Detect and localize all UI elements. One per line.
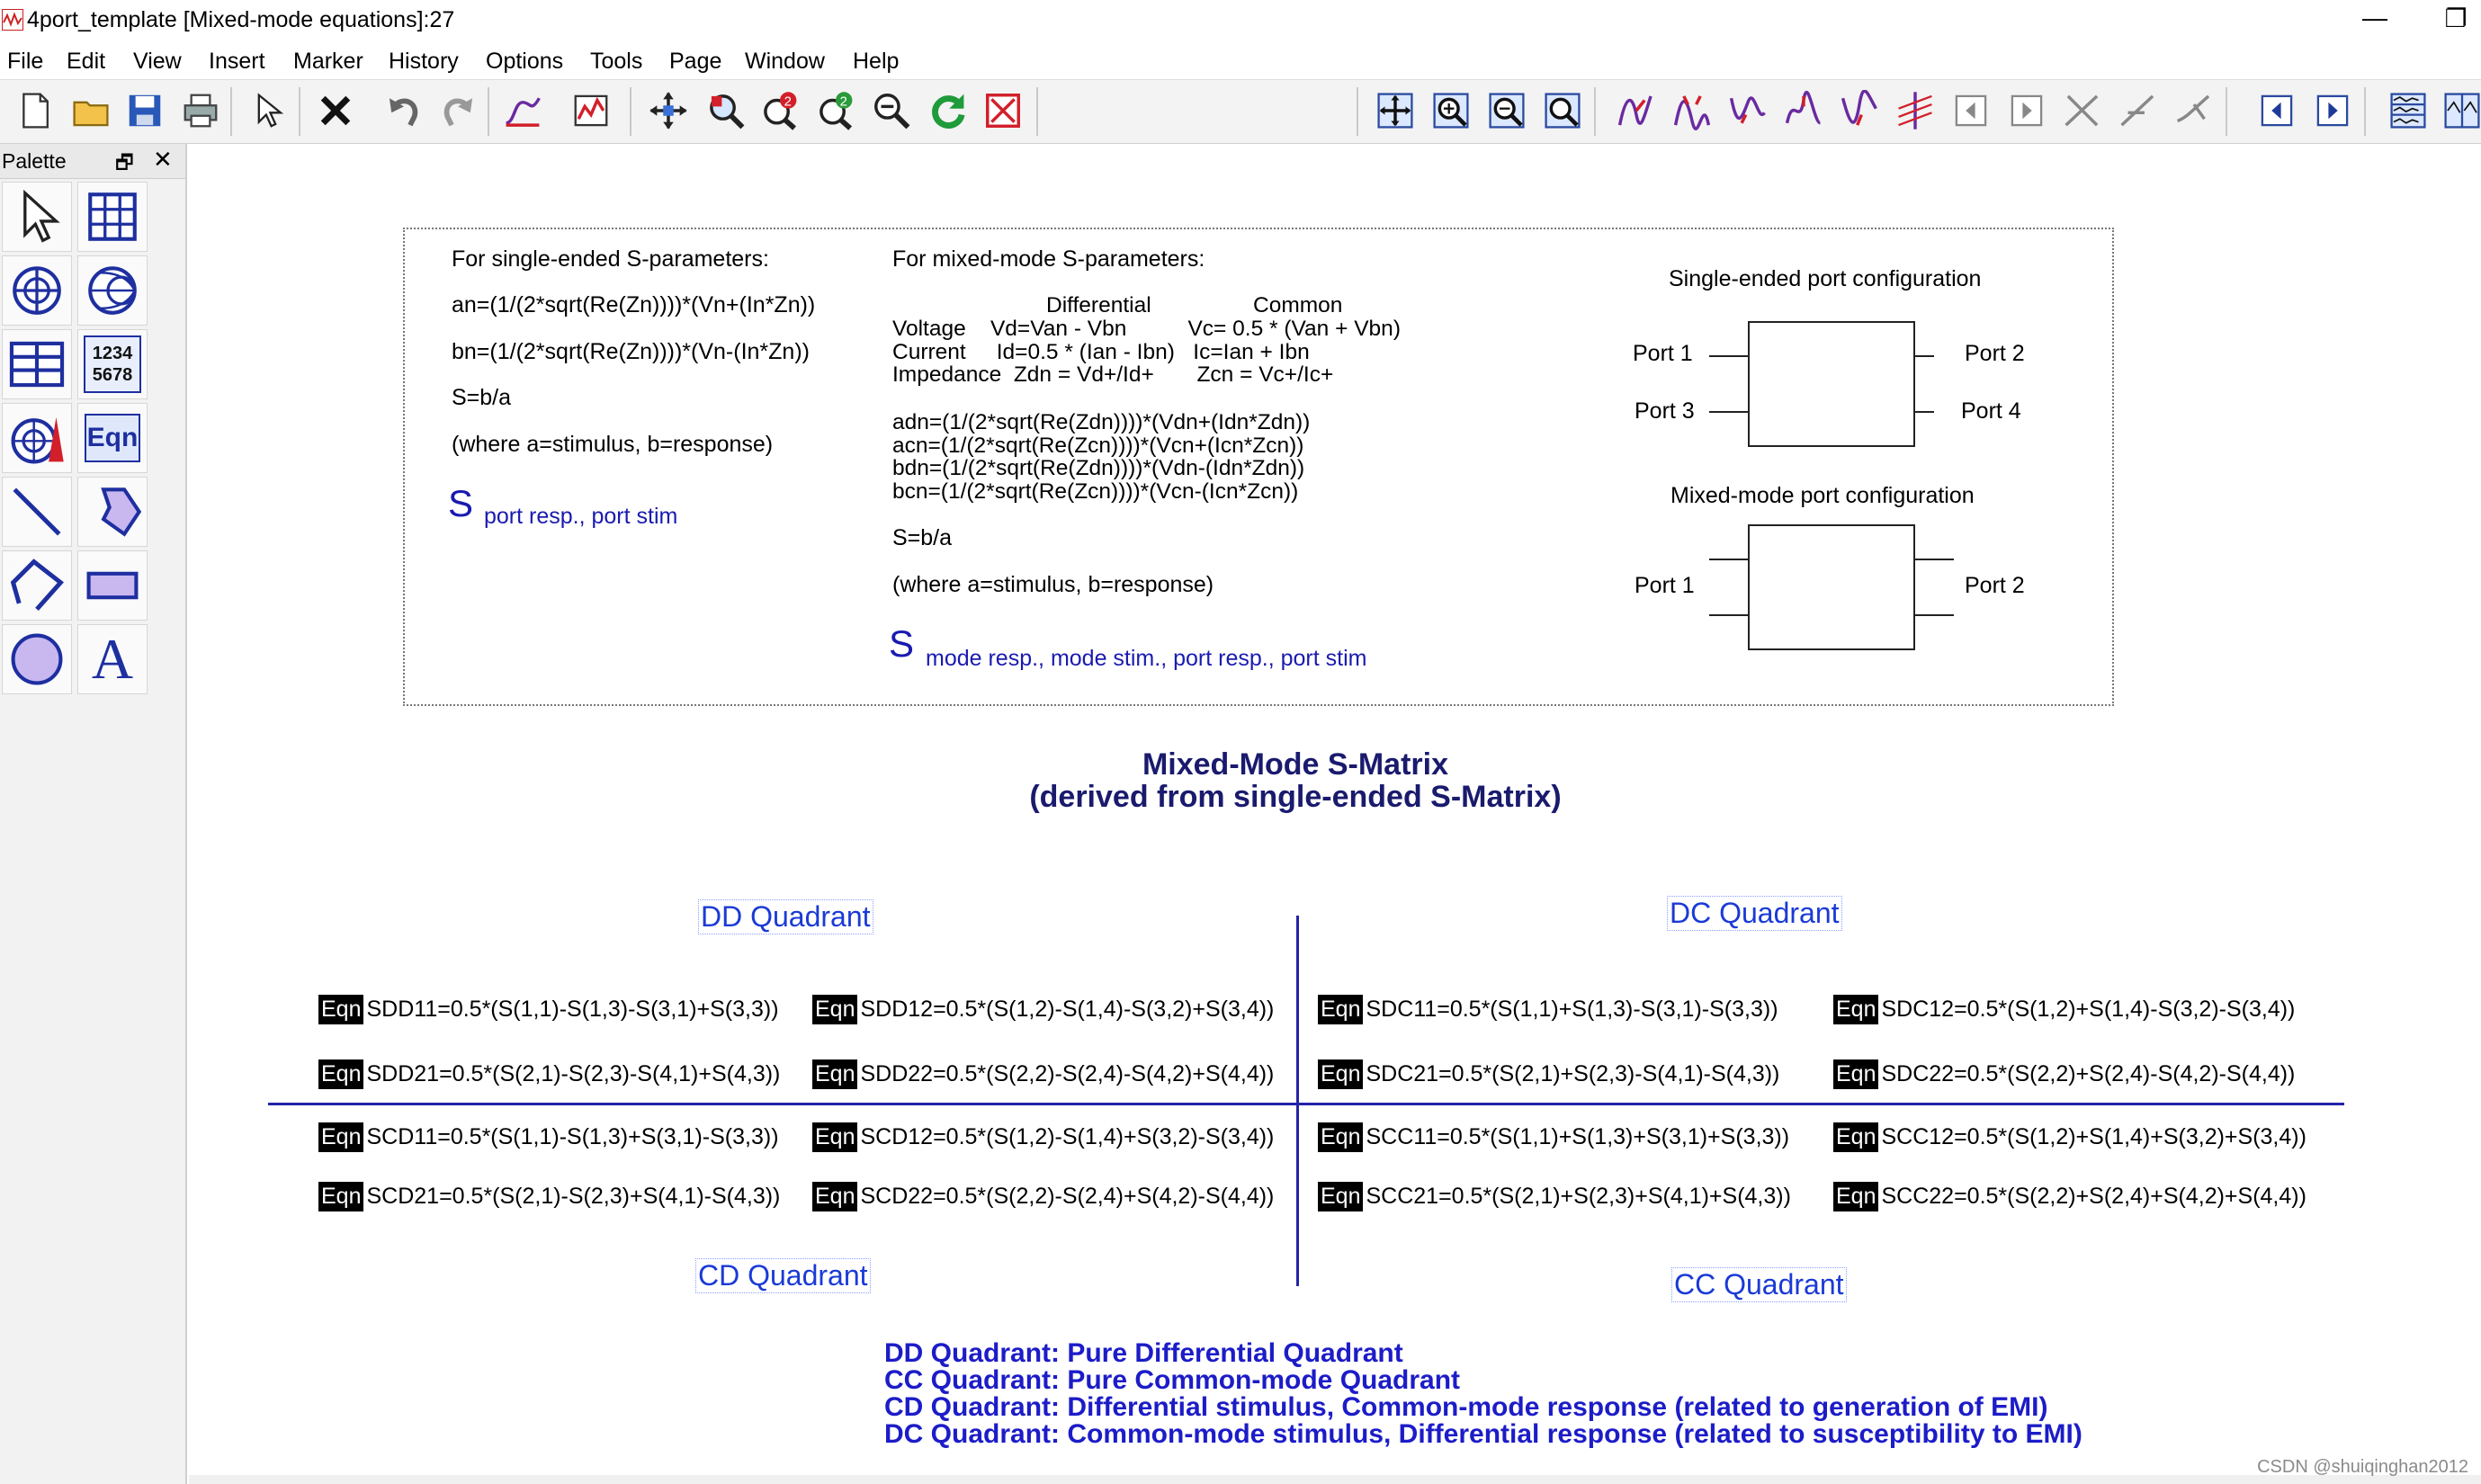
eqn-scd22[interactable]: [812, 1182, 1274, 1211]
eqn-text: SDD11=0.5*(S(1,1)-S(1,3)-S(3,1)+S(3,3)): [366, 997, 779, 1022]
menu-insert[interactable]: Insert: [209, 49, 265, 74]
mm-where-note: (where a=stimulus, b=response): [892, 572, 1214, 597]
app-icon: [2, 9, 23, 31]
table-digits-top: 1234: [92, 344, 133, 363]
eqn-text: SDD22=0.5*(S(2,2)-S(2,4)-S(4,2)+S(4,4)): [860, 1061, 1275, 1086]
ellipse-tool-icon[interactable]: [2, 624, 72, 694]
data-table-icon[interactable]: [77, 329, 148, 399]
marker-max-icon[interactable]: [1670, 87, 1715, 134]
pointer-tool-icon[interactable]: [2, 182, 72, 252]
svg-text:2: 2: [784, 94, 792, 110]
marker-tangent-icon[interactable]: [2172, 87, 2217, 134]
eqn-text: SDC12=0.5*(S(1,2)+S(1,4)-S(3,2)-S(3,4)): [1881, 997, 2296, 1022]
marker-peak-icon[interactable]: [1781, 87, 1826, 134]
undo-icon[interactable]: [381, 87, 426, 134]
menu-bar: [0, 45, 2481, 77]
eqn-sdc22[interactable]: [1833, 1059, 2295, 1089]
mm-s-subscript: mode resp., mode stim., port resp., port stim: [926, 646, 1367, 671]
mm-port-diagram: [1700, 518, 1970, 662]
eqn-tag: Eqn: [812, 995, 857, 1024]
tile-plots-icon[interactable]: [2440, 87, 2481, 134]
zoom-in-icon[interactable]: [757, 87, 802, 134]
restore-button[interactable]: ❐: [2444, 4, 2468, 32]
horizontal-scrollbar[interactable]: [189, 1475, 2481, 1484]
mm-definitions-table: Voltage Vd=Van - Vbn Vc= 0.5 * (Van + Vbn) Current Id=0.5 * (Ian - Ibn) Ic=Ian + Ibn Impedance Zdn = Vd+/Id+ Zcn = Vc+/Ic+: [892, 317, 1401, 387]
menu-help[interactable]: Help: [853, 49, 900, 74]
zoom-out-icon[interactable]: [813, 87, 858, 134]
eqn-scc22[interactable]: [1833, 1182, 2306, 1211]
se-port3-label: Port 3: [1635, 398, 1695, 424]
eqn-text: SCD21=0.5*(S(2,1)-S(2,3)+S(4,1)-S(4,3)): [366, 1184, 781, 1209]
zoom-box-icon[interactable]: [703, 87, 748, 134]
mm-heading: For mixed-mode S-parameters:: [892, 246, 1205, 272]
eqn-scd21[interactable]: [318, 1182, 780, 1211]
mm-differential-header: Differential: [1046, 293, 1151, 317]
minimize-button[interactable]: —: [2362, 4, 2387, 31]
polygon-tool-icon[interactable]: [77, 477, 148, 547]
eqn-text: SDC11=0.5*(S(1,1)+S(1,3)-S(3,1)-S(3,3)): [1366, 997, 1778, 1022]
marker-prev-icon[interactable]: [1948, 87, 1993, 134]
stack-plots-icon[interactable]: [2386, 87, 2431, 134]
eqn-tag: Eqn: [1833, 1059, 1878, 1089]
se-bn-equation: bn=(1/(2*sqrt(Re(Zn))))*(Vn-(In*Zn)): [452, 339, 810, 364]
eqn-tag: Eqn: [318, 995, 363, 1024]
eqn-tag: Eqn: [1833, 995, 1878, 1024]
quadrant-legend: DD Quadrant: Pure Differential Quadrant CC Quadrant: Pure Common-mode Quadrant CD Quadrant: Differential stimulus, Common-mode response (related to generation of EMI) DC Quadrant: Common-mode stimulus, Differential response (related to susceptibility to EMI): [884, 1338, 2082, 1449]
matrix-title-line2: (derived from single-ended S-Matrix): [1029, 780, 1562, 814]
mm-port2-label: Port 2: [1965, 573, 2025, 598]
vertical-divider: [1296, 916, 1299, 1286]
marker-line-icon[interactable]: [2060, 87, 2105, 134]
eqn-sdd21[interactable]: [318, 1059, 780, 1089]
print-icon[interactable]: [178, 87, 223, 134]
zoom-out-plot-icon[interactable]: [1484, 87, 1529, 134]
eqn-tag: Eqn: [318, 1182, 363, 1211]
eqn-tag: Eqn: [1833, 1122, 1878, 1152]
title-bar: [0, 0, 2481, 45]
se-port-diagram: [1700, 315, 1934, 459]
horizontal-divider: [268, 1103, 2344, 1105]
se-s-subscript: port resp., port stim: [484, 504, 678, 529]
smith-chart-icon[interactable]: [77, 255, 148, 326]
menu-file[interactable]: File: [7, 49, 44, 74]
cd-quadrant-label[interactable]: CD Quadrant: [695, 1258, 871, 1293]
eqn-text: SDC21=0.5*(S(2,1)+S(2,3)-S(4,1)-S(4,3)): [1366, 1061, 1780, 1086]
zoom-icon[interactable]: [869, 87, 914, 134]
move-icon[interactable]: [646, 87, 691, 134]
text-tool[interactable]: [77, 624, 148, 694]
mm-s-symbol: S: [889, 622, 915, 665]
mm-port1-label: Port 1: [1635, 573, 1695, 598]
zoom-plot-icon[interactable]: [1540, 87, 1585, 134]
polar-plot-icon[interactable]: [2, 255, 72, 326]
marker-delta-icon[interactable]: [1893, 87, 1938, 134]
insert-plot-icon[interactable]: [569, 87, 614, 134]
eqn-scd11[interactable]: [318, 1122, 779, 1152]
se-heading: For single-ended S-parameters:: [452, 246, 769, 272]
se-an-equation: an=(1/(2*sqrt(Re(Zn))))*(Vn+(In*Zn)): [452, 292, 816, 317]
zoom-in-plot-icon[interactable]: [1429, 87, 1473, 134]
refresh-icon[interactable]: [925, 87, 970, 134]
matrix-title: [936, 748, 1655, 813]
eqn-sdd22[interactable]: [812, 1059, 1274, 1089]
open-folder-icon[interactable]: [68, 87, 113, 134]
text-tool-icon: A: [91, 627, 134, 691]
se-s-equation: S=b/a: [452, 385, 512, 410]
select-pointer-icon[interactable]: [245, 87, 290, 134]
menu-tools[interactable]: Tools: [590, 49, 643, 74]
redo-icon[interactable]: [435, 87, 480, 134]
toolbar: [0, 79, 2481, 144]
menu-options[interactable]: Options: [486, 49, 564, 74]
mm-common-header: Common: [1253, 293, 1343, 317]
marker-slope-icon[interactable]: [2116, 87, 2161, 134]
menu-edit[interactable]: Edit: [67, 49, 106, 74]
eqn-text: SCD12=0.5*(S(1,2)-S(1,4)+S(3,2)-S(3,4)): [860, 1124, 1275, 1149]
eqn-text: SCC21=0.5*(S(2,1)+S(2,3)+S(4,1)+S(4,3)): [1366, 1184, 1791, 1209]
delete-icon[interactable]: [313, 87, 358, 134]
eqn-sdd12[interactable]: [812, 995, 1274, 1024]
close-icon[interactable]: ✕: [153, 146, 173, 173]
eqn-text: SCC22=0.5*(S(2,2)+S(2,4)+S(4,2)+S(4,4)): [1881, 1184, 2306, 1209]
eqn-sdc12[interactable]: [1833, 995, 2295, 1024]
page-next-icon[interactable]: [2310, 87, 2355, 134]
eqn-tag: Eqn: [1318, 1059, 1363, 1089]
cc-quadrant-label[interactable]: CC Quadrant: [1671, 1267, 1847, 1302]
menu-view[interactable]: View: [133, 49, 182, 74]
menu-history[interactable]: History: [389, 49, 459, 74]
eqn-text: SDD12=0.5*(S(1,2)-S(1,4)-S(3,2)+S(3,4)): [860, 997, 1275, 1022]
window-title: 4port_template [Mixed-mode equations]:27: [27, 7, 455, 32]
eqn-sdd11[interactable]: [318, 995, 779, 1024]
polyline-tool-icon[interactable]: [2, 550, 72, 621]
stop-icon[interactable]: [981, 87, 1026, 134]
eqn-tag: Eqn: [1318, 1182, 1363, 1211]
mm-s-equation: S=b/a: [892, 525, 953, 550]
eqn-tag: Eqn: [812, 1182, 857, 1211]
menu-page[interactable]: Page: [669, 49, 722, 74]
antenna-plot-icon[interactable]: [2, 403, 72, 473]
eqn-tag: Eqn: [812, 1059, 857, 1089]
menu-window[interactable]: Window: [745, 49, 825, 74]
svg-text:2: 2: [839, 94, 847, 110]
eqn-tag: Eqn: [1833, 1182, 1878, 1211]
se-config-title: Single-ended port configuration: [1669, 266, 1982, 291]
insert-trace-icon[interactable]: [500, 87, 545, 134]
eqn-text: SCD11=0.5*(S(1,1)-S(1,3)+S(3,1)-S(3,3)): [366, 1124, 779, 1149]
se-port2-label: Port 2: [1965, 341, 2025, 366]
line-tool-icon[interactable]: [2, 477, 72, 547]
equation-tool[interactable]: [77, 403, 148, 473]
page-prev-icon[interactable]: [2254, 87, 2299, 134]
eqn-scd12[interactable]: [812, 1122, 1274, 1152]
list-table-icon[interactable]: [2, 329, 72, 399]
matrix-title-line1: Mixed-Mode S-Matrix: [1142, 747, 1449, 782]
rectangular-plot-icon[interactable]: [77, 182, 148, 252]
eqn-text: SDD21=0.5*(S(2,1)-S(2,3)-S(4,1)+S(4,3)): [366, 1061, 781, 1086]
marker-next-icon[interactable]: [2004, 87, 2049, 134]
eqn-tag: Eqn: [318, 1122, 363, 1152]
view-all-icon[interactable]: [1373, 87, 1418, 134]
watermark: CSDN @shuiqinghan2012: [2257, 1457, 2468, 1477]
table-digits-bottom: 5678: [92, 365, 133, 385]
se-port1-label: Port 1: [1633, 341, 1693, 366]
eqn-sdc21[interactable]: [1318, 1059, 1779, 1089]
eqn-scc12[interactable]: [1833, 1122, 2306, 1152]
eqn-text: SCC11=0.5*(S(1,1)+S(1,3)+S(3,1)+S(3,3)): [1366, 1124, 1790, 1149]
palette-title: Palette: [2, 149, 67, 173]
se-s-symbol: S: [448, 482, 474, 524]
palette-header: [0, 144, 185, 179]
dc-quadrant-label[interactable]: DC Quadrant: [1667, 896, 1842, 931]
float-panel-icon[interactable]: 🗗: [115, 151, 134, 174]
eqn-tag: Eqn: [1318, 995, 1363, 1024]
mm-wave-equations: adn=(1/(2*sqrt(Re(Zdn))))*(Vdn+(Idn*Zdn)) acn=(1/(2*sqrt(Re(Zcn))))*(Vcn+(Icn*Zcn)) bdn=(1/(2*sqrt(Re(Zdn))))*(Vdn-(Idn*Zdn)) bcn=(1/(2*sqrt(Re(Zcn))))*(Vcn-(Icn*Zcn)): [892, 410, 1311, 504]
marker-min-icon[interactable]: [1725, 87, 1770, 134]
menu-marker[interactable]: Marker: [293, 49, 363, 74]
eqn-scc21[interactable]: [1318, 1182, 1791, 1211]
marker-normal-icon[interactable]: [1614, 87, 1659, 134]
eqn-text: SCC12=0.5*(S(1,2)+S(1,4)+S(3,2)+S(3,4)): [1881, 1124, 2306, 1149]
new-file-icon[interactable]: [13, 87, 58, 134]
equation-icon: Eqn: [85, 414, 140, 462]
eqn-scc11[interactable]: [1318, 1122, 1789, 1152]
mm-config-title: Mixed-mode port configuration: [1670, 483, 1975, 508]
eqn-text: SCD22=0.5*(S(2,2)-S(2,4)+S(4,2)-S(4,4)): [860, 1184, 1275, 1209]
se-where-note: (where a=stimulus, b=response): [452, 432, 774, 457]
eqn-sdc11[interactable]: [1318, 995, 1778, 1024]
eqn-text: SDC22=0.5*(S(2,2)+S(2,4)-S(4,2)-S(4,4)): [1881, 1061, 2296, 1086]
se-port4-label: Port 4: [1961, 398, 2021, 424]
eqn-tag: Eqn: [318, 1059, 363, 1089]
marker-valley-icon[interactable]: [1837, 87, 1882, 134]
rectangle-tool-icon[interactable]: [77, 550, 148, 621]
dd-quadrant-label[interactable]: DD Quadrant: [698, 899, 873, 934]
eqn-tag: Eqn: [812, 1122, 857, 1152]
eqn-tag: Eqn: [1318, 1122, 1363, 1152]
save-icon[interactable]: [122, 87, 167, 134]
